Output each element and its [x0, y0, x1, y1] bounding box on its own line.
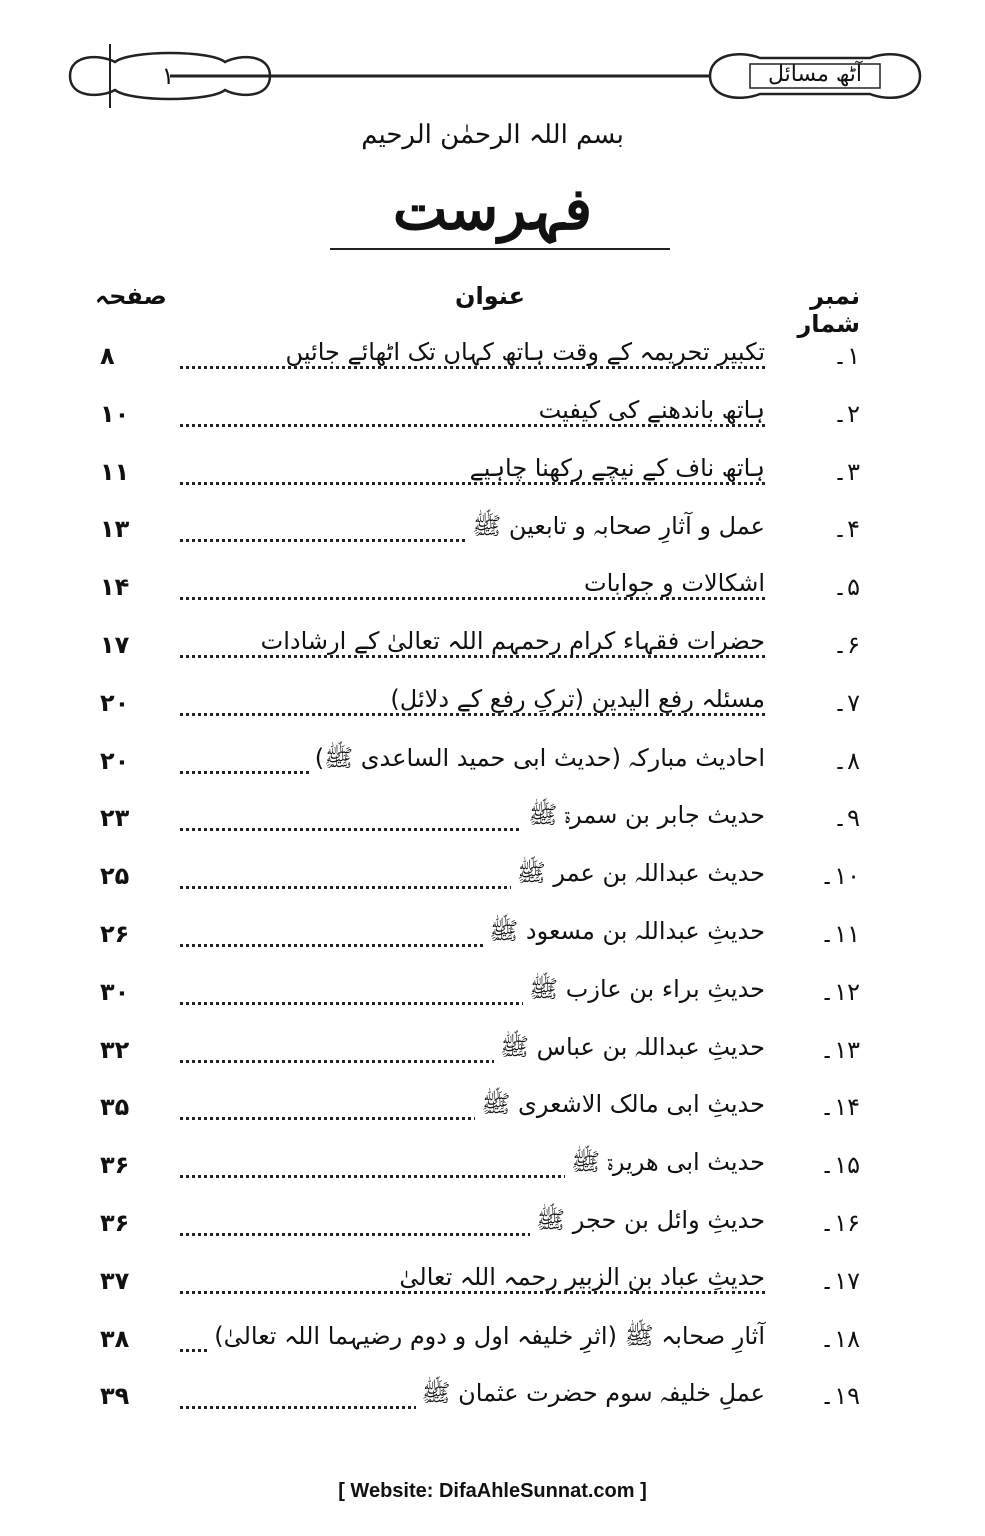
entry-page: ۲۳ — [100, 804, 130, 833]
entry-number: ۲۔ — [833, 399, 860, 428]
entry-page: ۳۷ — [100, 1266, 130, 1295]
toc-entry — [100, 1139, 860, 1197]
toc-entry — [100, 388, 860, 446]
entry-topic: عملِ خلیفہ سوم حضرت عثمان ﷺ — [416, 1378, 765, 1413]
page-header — [60, 40, 930, 120]
entry-topic: ہاتھ باندھنے کی کیفیت — [533, 396, 765, 424]
entry-number: ۱۶۔ — [820, 1208, 860, 1237]
toc-entry — [100, 1370, 860, 1428]
entry-number: ۷۔ — [833, 688, 860, 717]
entry-page: ۲۵ — [100, 862, 130, 891]
entry-topic: حدیث عبداللہ بن عمر ﷺ — [511, 858, 765, 893]
entry-number: ۳۔ — [833, 457, 860, 486]
toc-entry — [100, 1024, 860, 1082]
entry-number: ۱۷۔ — [820, 1266, 860, 1295]
toc-title: فہرست — [392, 175, 593, 243]
entry-topic: حدیثِ عباد بن الزبیر رحمہ اللہ تعالیٰ — [393, 1263, 765, 1291]
column-header-page: صفحہ — [95, 282, 167, 310]
entry-number: ۴۔ — [833, 515, 860, 544]
entry-page: ۲۶ — [100, 919, 130, 948]
entry-number: ۱۸۔ — [820, 1324, 860, 1353]
entry-topic: تکبیر تحریمہ کے وقت ہاتھ کہاں تک اٹھائے جائیں — [280, 338, 765, 366]
entry-number: ۸۔ — [833, 746, 860, 775]
entry-topic: حدیثِ عبداللہ بن عباس ﷺ — [494, 1032, 765, 1067]
entry-number: ۵۔ — [833, 573, 860, 602]
toc-entry — [100, 792, 860, 850]
leader-dots — [180, 482, 765, 485]
entry-topic: حضرات فقہاء کرام رحمہم اللہ تعالیٰ کے ارشادات — [255, 627, 765, 655]
entry-number: ۱۹۔ — [820, 1382, 860, 1411]
toc-entry — [100, 1255, 860, 1313]
entry-page: ۸ — [100, 342, 115, 370]
entry-page: ۳۰ — [100, 977, 130, 1006]
entry-page: ۳۶ — [100, 1151, 130, 1180]
entry-number: ۱۲۔ — [820, 977, 860, 1006]
entry-number: ۱۵۔ — [820, 1151, 860, 1180]
leader-dots — [180, 366, 765, 369]
entry-number: ۱۱۔ — [820, 919, 860, 948]
entry-topic: حدیثِ وائل بن حجر ﷺ — [530, 1205, 765, 1240]
column-header-number: نمبر شمار — [797, 282, 860, 338]
leader-dots — [180, 655, 765, 658]
entry-page: ۱۱ — [100, 457, 130, 486]
entry-topic: حدیثِ براء بن عازب ﷺ — [523, 974, 765, 1009]
entry-page: ۱۷ — [100, 630, 130, 659]
toc-entry — [100, 1313, 860, 1371]
toc-entry — [100, 561, 860, 619]
leader-dots — [180, 597, 765, 600]
toc-entry — [100, 677, 860, 735]
entry-topic: عمل و آثارِ صحابہ و تابعین ﷺ — [466, 511, 765, 546]
entry-page: ۳۲ — [100, 1035, 130, 1064]
entry-page: ۱۰ — [100, 399, 130, 428]
column-header-topic: عنوان — [455, 282, 525, 310]
entry-topic: حدیث ابی ھریرۃ ﷺ — [565, 1147, 765, 1182]
entry-topic: حدیثِ عبداللہ بن مسعود ﷺ — [483, 916, 765, 951]
entry-page: ۱۳ — [100, 515, 130, 544]
entry-page: ۳۹ — [100, 1382, 130, 1411]
leader-dots — [180, 424, 765, 427]
entry-page: ۳۵ — [100, 1093, 130, 1122]
entry-topic: مسئلہ رفع الیدین (ترکِ رفع کے دلائل) — [384, 685, 765, 713]
entry-number: ۶۔ — [833, 630, 860, 659]
entry-page: ۲۰ — [100, 746, 130, 775]
entry-topic: اشکالات و جوابات — [578, 569, 765, 597]
entry-number: ۱۰۔ — [820, 862, 860, 891]
entry-number: ۱۳۔ — [820, 1035, 860, 1064]
title-underline — [330, 248, 670, 250]
leader-dots — [180, 1291, 765, 1294]
entry-number: ۱۔ — [833, 342, 860, 370]
entry-topic: آثارِ صحابہ ﷺ (اثرِ خلیفہ اول و دوم رضیہما اللہ تعالیٰ) — [208, 1321, 765, 1356]
toc-entry — [100, 966, 860, 1024]
toc-entry — [100, 850, 860, 908]
entry-page: ۳۶ — [100, 1208, 130, 1237]
entry-topic: حدیثِ ابی مالک الاشعری ﷺ — [475, 1089, 765, 1124]
header-page-number: ١ — [161, 62, 175, 90]
bismillah-calligraphy: بسم اللہ الرحمٰن الرحیم — [361, 120, 624, 150]
toc-entry — [100, 446, 860, 504]
toc-entry — [100, 908, 860, 966]
toc-entry — [100, 330, 860, 388]
toc-list — [100, 330, 860, 1428]
toc-entry — [100, 1081, 860, 1139]
header-book-title: آٹھ مسائل — [767, 62, 863, 87]
toc-entry — [100, 735, 860, 793]
entry-page: ۳۸ — [100, 1324, 130, 1353]
entry-number: ۹۔ — [833, 804, 860, 833]
leader-dots — [180, 713, 765, 716]
toc-entry — [100, 1197, 860, 1255]
entry-number: ۱۴۔ — [820, 1093, 860, 1122]
toc-entry — [100, 619, 860, 677]
website-footer: [ Website: DifaAhleSunnat.com ] — [338, 1480, 647, 1502]
entry-page: ۱۴ — [100, 573, 130, 602]
toc-entry — [100, 503, 860, 561]
entry-topic: حدیث جابر بن سمرۃ ﷺ — [522, 800, 765, 835]
entry-topic: احادیث مبارکہ (حدیث ابی حمید الساعدی ﷺ) — [309, 743, 765, 778]
entry-page: ۲۰ — [100, 688, 130, 717]
entry-topic: ہاتھ ناف کے نیچے رکھنا چاہیے — [464, 454, 765, 482]
